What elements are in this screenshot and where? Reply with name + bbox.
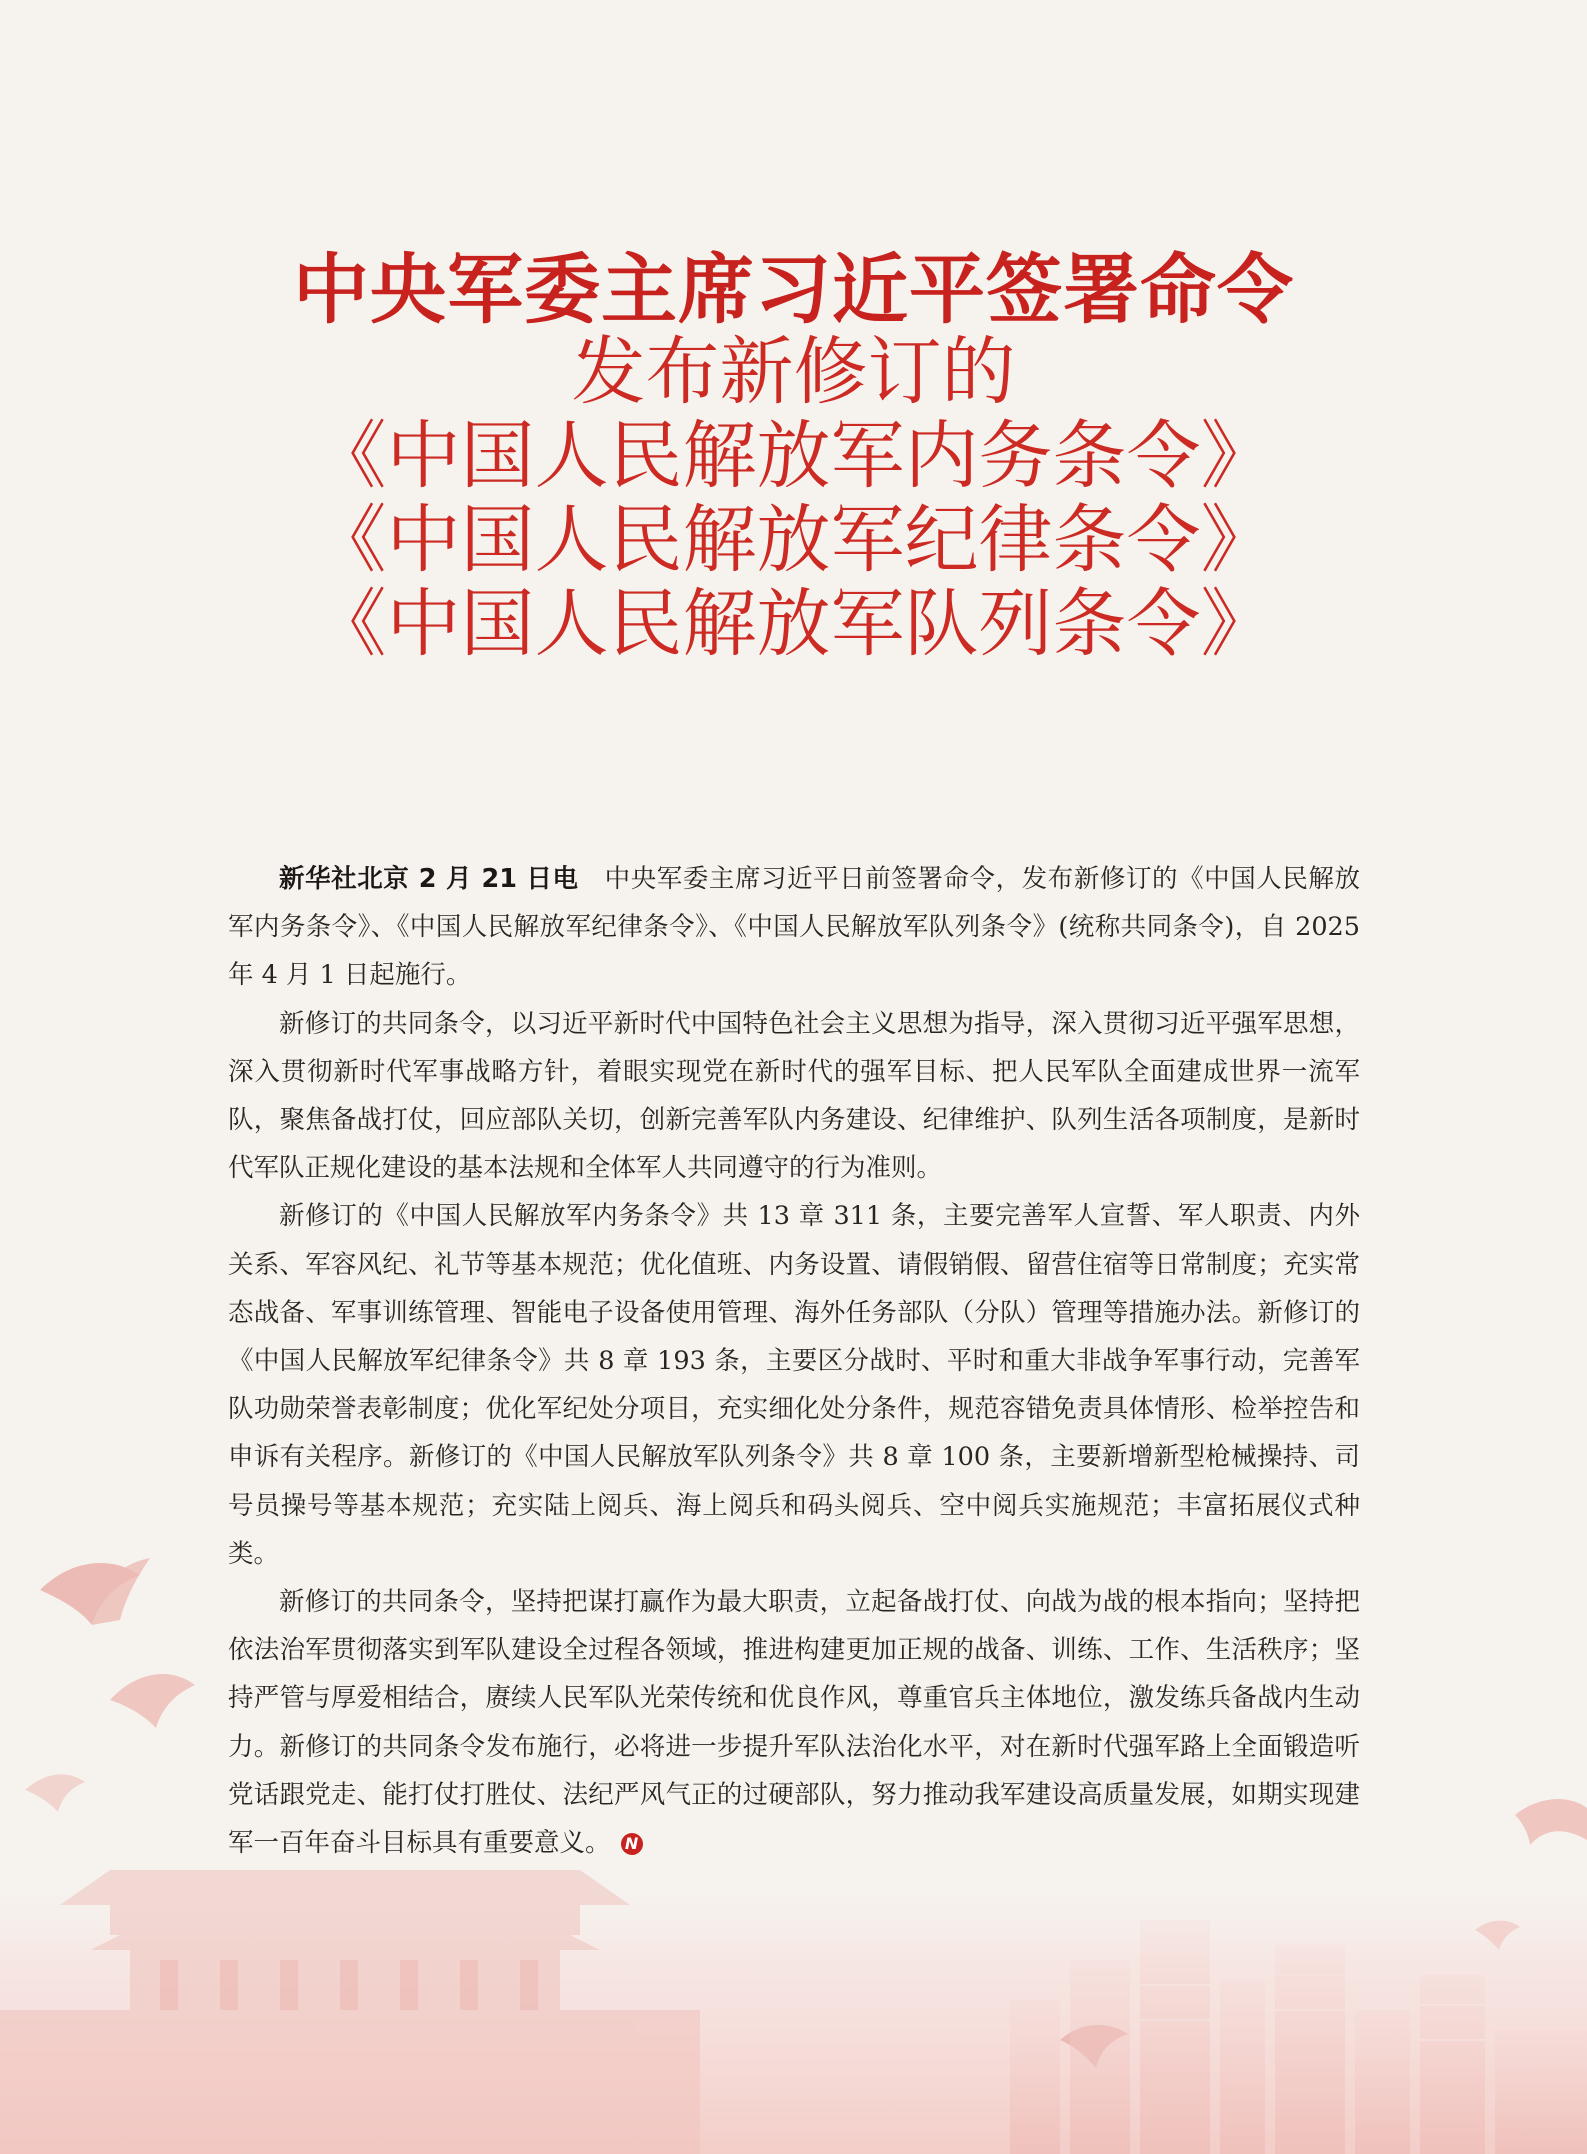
paragraph-4-text: 新修订的共同条令，坚持把谋打赢作为最大职责，立起备战打仗、向战为战的根本指向；坚持把依法治军贯彻落实到军队建设全过程各领域，推进构建更加正规的战备、训练、工作、生活秩序；坚持严管与厚爱相结合，赓续人民军队光荣传统和优良作风，尊重官兵主体地位，激发练兵备战内生动力。新修订的共同条令发布施行，必将进一步提升军队法治化水平，对在新时代强军路上全面锻造听党话跟党走、能打仗打胜仗、法纪严风气正的过硬部队，努力推动我军建设高质量发展，如期实现建军一百年奋斗目标具有重要意义。 [228,1587,1360,1859]
headline-line-3: 《中国人民解放军纪律条令》 [312,497,1275,583]
dove-icon [1515,1799,1587,1845]
dove-icon [1475,1921,1520,1950]
headline-line-4: 《中国人民解放军队列条令》 [312,581,1275,667]
city-skyline-illustration [1010,1920,1587,2154]
paragraph-1-text: 中央军委主席习近平日前签署命令，发布新修订的《中国人民解放军内务条令》、《中国人民解放军纪律条令》、《中国人民解放军队列条令》(统称共同条令)，自 2025 年 4 月 1 日起施行。 [228,864,1360,991]
article-paragraph-2: 新修订的共同条令，以习近平新时代中国特色社会主义思想为指导，深入贯彻习近平强军思想，深入贯彻新时代军事战略方针，着眼实现党在新时代的强军目标、把人民军队全面建成世界一流军队，聚焦备战打仗，回应部队关切，创新完善军队内务建设、纪律维护、队列生活各项制度，是新时代军队正规化建设的基本法规和全体军人共同遵守的行为准则。 [228,1008,1360,1184]
headline-main: 中央军委主席习近平签署命令 [293,245,1294,334]
dove-icon [1060,2025,1128,2068]
article-paragraph-3: 新修订的《中国人民解放军内务条令》共 13 章 311 条，主要完善军人宣誓、军人职责、内外关系、军容风纪、礼节等基本规范；优化值班、内务设置、请假销假、留营住宿等日常制度；充实常态战备、军事训练管理、智能电子设备使用管理、海外任务部队（分队）管理等措施办法。新修订的《中国人民解放军纪律条令》共 8 章 193 条，主要区分战时、平时和重大非战争军事行动，完善军队功勋荣誉表彰制度；优化军纪处分项目，充实细化处分条件，规范容错免责具体情形、检举控告和申诉有关程序。新修订的《中国人民解放军队列条令》共 8 章 100 条，主要新增新型枪械操持、司号员操号等基本规范；充实陆上阅兵、海上阅兵和码头阅兵、空中阅兵实施规范；丰富拓展仪式种类。 [228,1201,1360,1569]
dove-icon [25,1774,85,1812]
dateline: 新华社北京 2 月 21 日电 [279,864,579,894]
end-mark-icon: N [621,1833,643,1855]
article-paragraph-4 [228,1578,1360,1867]
dove-icon [40,1558,150,1625]
headline-line-1: 发布新修订的 [571,329,1016,415]
gate-tower-illustration [0,1870,700,2154]
article-body [228,855,1360,1867]
headline [0,246,1587,666]
headline-line-2: 《中国人民解放军内务条令》 [312,413,1275,499]
dove-icon [110,1674,195,1728]
article-paragraph-1 [228,855,1360,1000]
